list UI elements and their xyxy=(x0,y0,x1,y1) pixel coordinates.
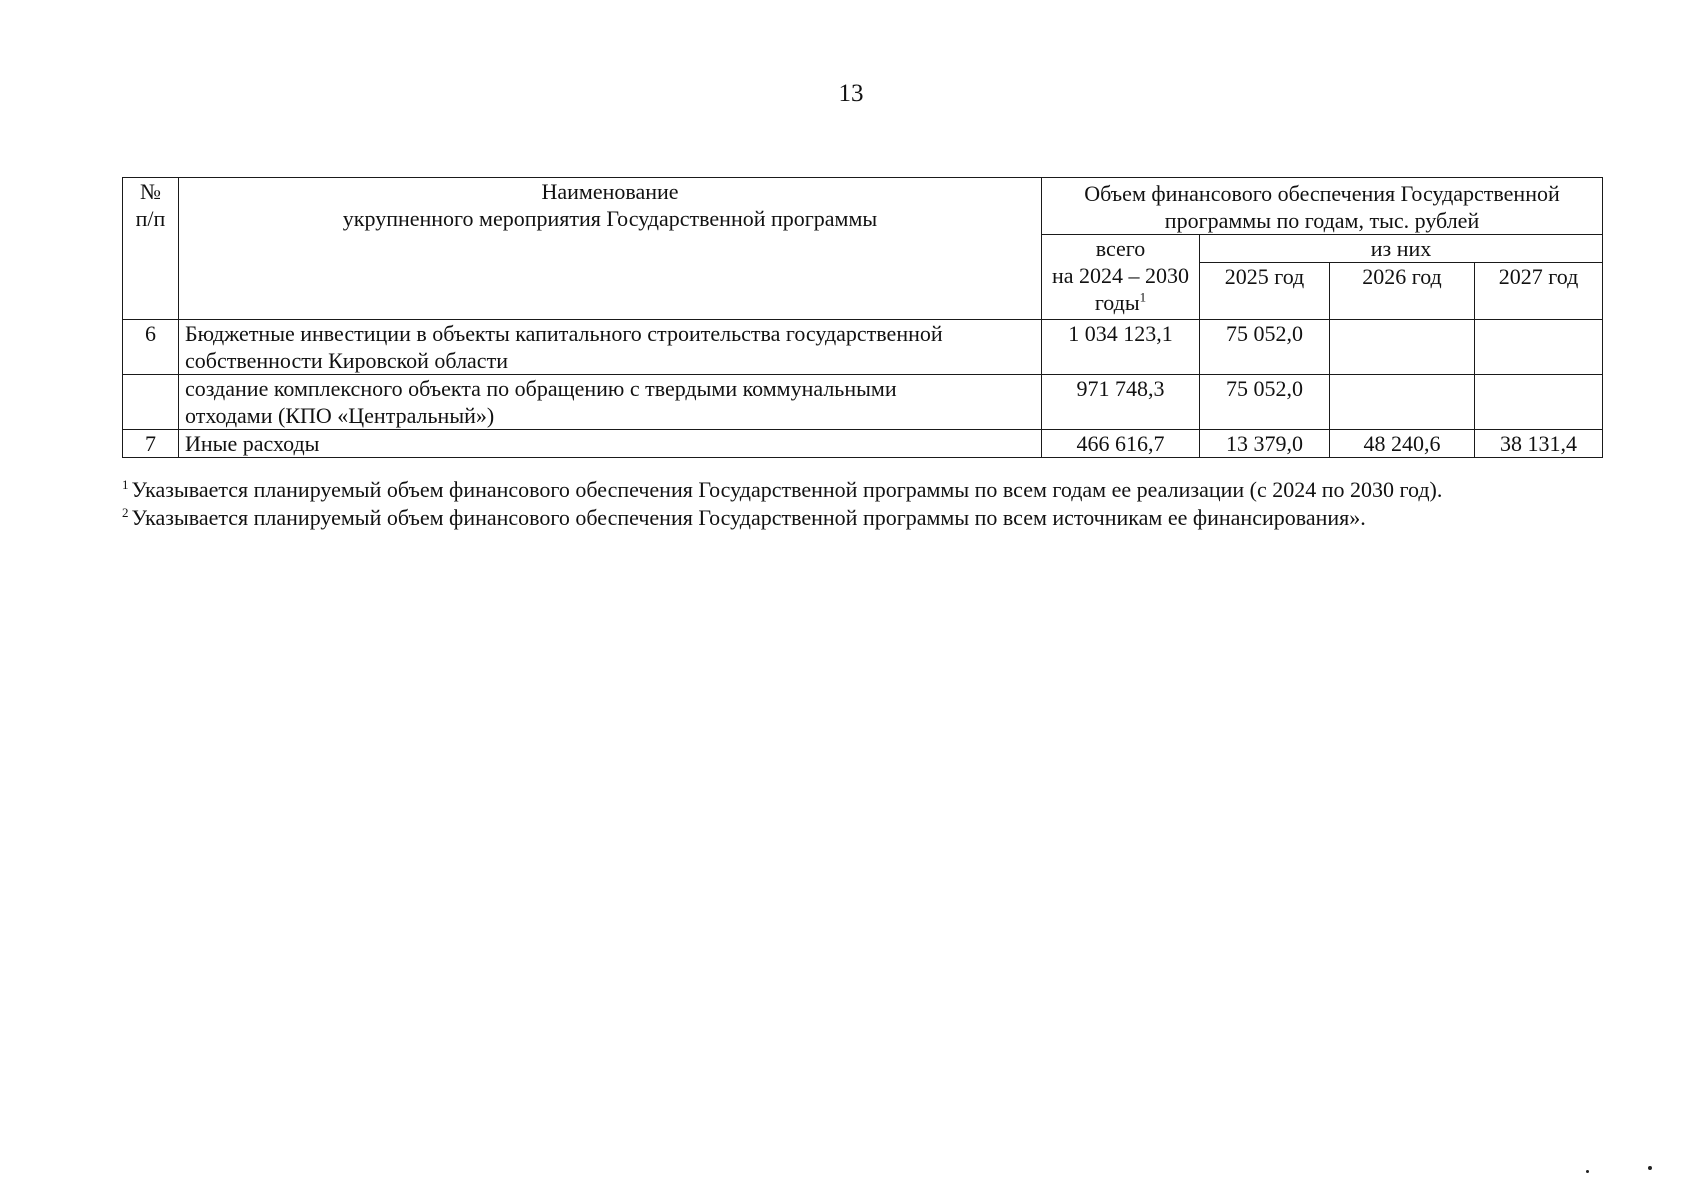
row-name-line1: создание комплексного объекта по обращению с твердыми коммунальными xyxy=(185,376,897,401)
header-row-1 xyxy=(123,178,1603,235)
header-name-line2: укрупненного мероприятия Государственной программы xyxy=(342,206,878,231)
row-name xyxy=(179,320,1042,375)
header-number xyxy=(123,178,179,320)
row-name-line1: Бюджетные инвестиции в объекты капитального строительства государственной xyxy=(185,321,943,346)
footnote-text: Указывается планируемый объем финансового обеспечения Государственной программы по всем годам ее реализации (с 2024 по 2030 год). xyxy=(131,477,1443,502)
header-year-2026: 2026 год xyxy=(1330,263,1475,320)
row-name-line2: отходами (КПО «Центральный») xyxy=(185,403,495,428)
header-volume: Объем финансового обеспечения Государственной программы по годам, тыс. рублей xyxy=(1042,178,1603,235)
footnotes xyxy=(122,476,1622,532)
footnote-2 xyxy=(122,504,1622,532)
header-of-them: из них xyxy=(1200,235,1603,263)
header-year-2027: 2027 год xyxy=(1475,263,1603,320)
row-total: 971 748,3 xyxy=(1042,375,1200,430)
row-number xyxy=(123,375,179,430)
header-total-line3: годы$^1$ xyxy=(1094,289,1147,315)
budget-table xyxy=(122,177,1603,458)
row-2025: 75 052,0 xyxy=(1200,375,1330,430)
table-row xyxy=(123,375,1603,430)
row-name-line2: собственности Кировской области xyxy=(185,348,508,373)
row-number: 6 xyxy=(123,320,179,375)
header-total-footnote-mark: 1 xyxy=(1139,289,1147,305)
header-total-line2: на 2024 – 2030 xyxy=(1051,263,1190,288)
footnote-mark: 2 xyxy=(122,504,129,520)
row-2027: 38 131,4 xyxy=(1475,430,1603,458)
header-number-line1: № xyxy=(140,179,161,204)
table-row xyxy=(123,320,1603,375)
header-total xyxy=(1042,235,1200,320)
scan-speck xyxy=(1586,1170,1589,1173)
footnote-text: Указывается планируемый объем финансового обеспечения Государственной программы по всем источникам ее финансирования». xyxy=(131,505,1366,530)
row-name xyxy=(179,430,1042,458)
row-total: 466 616,7 xyxy=(1042,430,1200,458)
header-total-line1: всего xyxy=(1095,236,1146,261)
page-number: 13 xyxy=(838,80,864,107)
table-row xyxy=(123,430,1603,458)
footnote-1 xyxy=(122,476,1622,504)
row-2026 xyxy=(1330,375,1475,430)
header-name xyxy=(179,178,1042,320)
row-2027 xyxy=(1475,320,1603,375)
row-2026: 48 240,6 xyxy=(1330,430,1475,458)
row-total: 1 034 123,1 xyxy=(1042,320,1200,375)
scan-speck xyxy=(1648,1166,1652,1170)
row-number: 7 xyxy=(123,430,179,458)
row-2027 xyxy=(1475,375,1603,430)
row-2026 xyxy=(1330,320,1475,375)
row-name-line1: Иные расходы xyxy=(185,431,320,456)
header-year-2025: 2025 год xyxy=(1200,263,1330,320)
header-name-line1: Наименование xyxy=(541,179,679,204)
row-2025: 75 052,0 xyxy=(1200,320,1330,375)
header-number-line2: п/п xyxy=(135,206,166,231)
row-name xyxy=(179,375,1042,430)
row-2025: 13 379,0 xyxy=(1200,430,1330,458)
footnote-mark: 1 xyxy=(122,476,129,492)
